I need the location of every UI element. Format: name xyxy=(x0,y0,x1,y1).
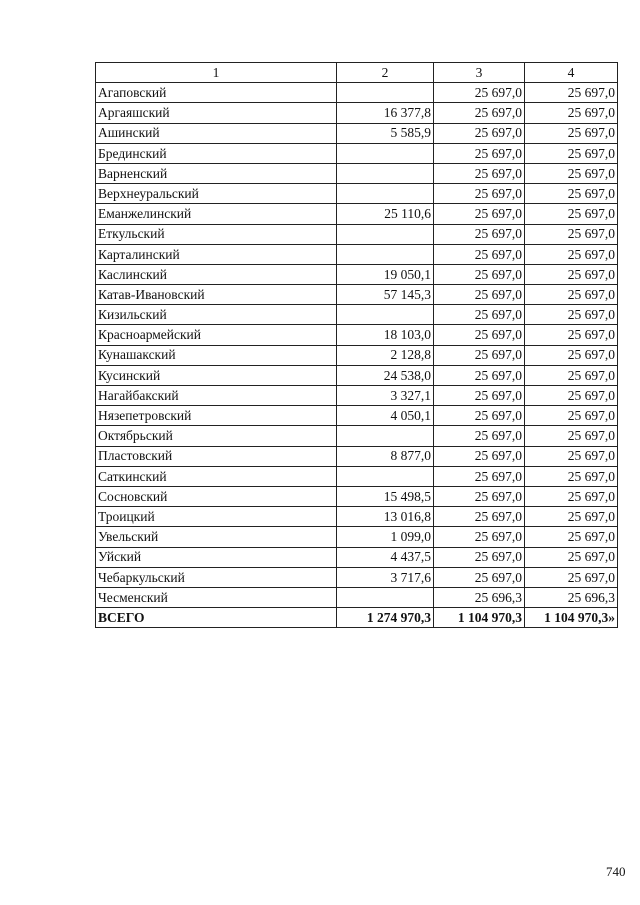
value-cell-col-4: 25 697,0 xyxy=(525,325,618,345)
table-row xyxy=(96,406,618,426)
table-row xyxy=(96,345,618,365)
value-cell-col-3: 25 697,0 xyxy=(434,103,525,123)
table-row xyxy=(96,446,618,466)
district-name-cell: Красноармейский xyxy=(96,325,337,345)
value-cell-col-4: 25 697,0 xyxy=(525,184,618,204)
district-name-cell: Пластовский xyxy=(96,446,337,466)
table-row xyxy=(96,264,618,284)
table-row xyxy=(96,123,618,143)
table-row xyxy=(96,466,618,486)
table-body xyxy=(96,83,618,608)
value-cell-col-2: 3 717,6 xyxy=(337,567,434,587)
district-name-cell: Увельский xyxy=(96,527,337,547)
table-row xyxy=(96,527,618,547)
value-cell-col-3: 25 697,0 xyxy=(434,325,525,345)
value-cell-col-2: 16 377,8 xyxy=(337,103,434,123)
table-row xyxy=(96,305,618,325)
district-name-cell: Нязепетровский xyxy=(96,406,337,426)
value-cell-col-3: 25 697,0 xyxy=(434,143,525,163)
value-cell-col-3: 25 697,0 xyxy=(434,224,525,244)
table-row xyxy=(96,244,618,264)
column-header-3: 3 xyxy=(434,63,525,83)
value-cell-col-3: 25 697,0 xyxy=(434,163,525,183)
value-cell-col-2 xyxy=(337,244,434,264)
district-name-cell: Варненский xyxy=(96,163,337,183)
table-row xyxy=(96,587,618,607)
value-cell-col-4: 25 697,0 xyxy=(525,547,618,567)
district-name-cell: Троицкий xyxy=(96,507,337,527)
value-cell-col-2: 2 128,8 xyxy=(337,345,434,365)
table-row xyxy=(96,285,618,305)
district-name-cell: Чесменский xyxy=(96,587,337,607)
table-row xyxy=(96,204,618,224)
value-cell-col-4: 25 697,0 xyxy=(525,345,618,365)
value-cell-col-4: 25 697,0 xyxy=(525,103,618,123)
value-cell-col-2 xyxy=(337,143,434,163)
value-cell-col-3: 25 697,0 xyxy=(434,547,525,567)
value-cell-col-4: 25 697,0 xyxy=(525,123,618,143)
total-label: ВСЕГО xyxy=(96,608,337,628)
total-col-2: 1 274 970,3 xyxy=(337,608,434,628)
table-row xyxy=(96,224,618,244)
value-cell-col-3: 25 697,0 xyxy=(434,426,525,446)
value-cell-col-2 xyxy=(337,466,434,486)
value-cell-col-2: 4 437,5 xyxy=(337,547,434,567)
value-cell-col-2 xyxy=(337,587,434,607)
value-cell-col-4: 25 697,0 xyxy=(525,426,618,446)
district-name-cell: Еткульский xyxy=(96,224,337,244)
column-header-4: 4 xyxy=(525,63,618,83)
value-cell-col-4: 25 697,0 xyxy=(525,527,618,547)
value-cell-col-4: 25 697,0 xyxy=(525,143,618,163)
district-name-cell: Катав-Ивановский xyxy=(96,285,337,305)
value-cell-col-3: 25 697,0 xyxy=(434,83,525,103)
district-name-cell: Сосновский xyxy=(96,486,337,506)
district-name-cell: Агаповский xyxy=(96,83,337,103)
value-cell-col-3: 25 697,0 xyxy=(434,406,525,426)
value-cell-col-4: 25 697,0 xyxy=(525,285,618,305)
value-cell-col-3: 25 697,0 xyxy=(434,386,525,406)
value-cell-col-2 xyxy=(337,224,434,244)
value-cell-col-4: 25 697,0 xyxy=(525,163,618,183)
district-name-cell: Еманжелинский xyxy=(96,204,337,224)
district-name-cell: Ашинский xyxy=(96,123,337,143)
table-row xyxy=(96,325,618,345)
value-cell-col-3: 25 697,0 xyxy=(434,184,525,204)
value-cell-col-4: 25 697,0 xyxy=(525,466,618,486)
value-cell-col-3: 25 697,0 xyxy=(434,466,525,486)
value-cell-col-2: 4 050,1 xyxy=(337,406,434,426)
district-name-cell: Кунашакский xyxy=(96,345,337,365)
table-row xyxy=(96,426,618,446)
value-cell-col-3: 25 697,0 xyxy=(434,507,525,527)
district-name-cell: Октябрьский xyxy=(96,426,337,446)
table-header xyxy=(96,63,618,83)
district-name-cell: Каслинский xyxy=(96,264,337,284)
table-row xyxy=(96,184,618,204)
value-cell-col-2: 13 016,8 xyxy=(337,507,434,527)
value-cell-col-2: 19 050,1 xyxy=(337,264,434,284)
value-cell-col-3: 25 697,0 xyxy=(434,123,525,143)
district-name-cell: Чебаркульский xyxy=(96,567,337,587)
value-cell-col-3: 25 697,0 xyxy=(434,305,525,325)
column-header-2: 2 xyxy=(337,63,434,83)
value-cell-col-2: 24 538,0 xyxy=(337,365,434,385)
value-cell-col-4: 25 696,3 xyxy=(525,587,618,607)
value-cell-col-4: 25 697,0 xyxy=(525,83,618,103)
value-cell-col-3: 25 697,0 xyxy=(434,345,525,365)
table-row xyxy=(96,386,618,406)
header-row xyxy=(96,63,618,83)
value-cell-col-4: 25 697,0 xyxy=(525,567,618,587)
total-col-3: 1 104 970,3 xyxy=(434,608,525,628)
value-cell-col-4: 25 697,0 xyxy=(525,264,618,284)
table-row xyxy=(96,365,618,385)
value-cell-col-4: 25 697,0 xyxy=(525,406,618,426)
district-name-cell: Кусинский xyxy=(96,365,337,385)
page-number: 740 xyxy=(606,864,626,879)
value-cell-col-2: 18 103,0 xyxy=(337,325,434,345)
value-cell-col-4: 25 697,0 xyxy=(525,244,618,264)
value-cell-col-3: 25 697,0 xyxy=(434,244,525,264)
budget-table xyxy=(95,62,618,628)
value-cell-col-3: 25 697,0 xyxy=(434,527,525,547)
district-name-cell: Верхнеуральский xyxy=(96,184,337,204)
table-row xyxy=(96,143,618,163)
table-row xyxy=(96,567,618,587)
value-cell-col-4: 25 697,0 xyxy=(525,386,618,406)
district-name-cell: Брединский xyxy=(96,143,337,163)
table-row xyxy=(96,507,618,527)
value-cell-col-3: 25 697,0 xyxy=(434,264,525,284)
value-cell-col-2: 25 110,6 xyxy=(337,204,434,224)
value-cell-col-4: 25 697,0 xyxy=(525,365,618,385)
value-cell-col-3: 25 697,0 xyxy=(434,204,525,224)
value-cell-col-2 xyxy=(337,163,434,183)
table-row xyxy=(96,547,618,567)
value-cell-col-2: 57 145,3 xyxy=(337,285,434,305)
table-row xyxy=(96,163,618,183)
value-cell-col-3: 25 696,3 xyxy=(434,587,525,607)
value-cell-col-3: 25 697,0 xyxy=(434,446,525,466)
value-cell-col-3: 25 697,0 xyxy=(434,567,525,587)
district-name-cell: Саткинский xyxy=(96,466,337,486)
district-name-cell: Кизильский xyxy=(96,305,337,325)
value-cell-col-2: 5 585,9 xyxy=(337,123,434,143)
value-cell-col-3: 25 697,0 xyxy=(434,365,525,385)
value-cell-col-4: 25 697,0 xyxy=(525,204,618,224)
total-row xyxy=(96,608,618,628)
value-cell-col-3: 25 697,0 xyxy=(434,486,525,506)
value-cell-col-2: 3 327,1 xyxy=(337,386,434,406)
total-col-4: 1 104 970,3» xyxy=(525,608,618,628)
value-cell-col-2: 8 877,0 xyxy=(337,446,434,466)
value-cell-col-4: 25 697,0 xyxy=(525,507,618,527)
value-cell-col-2 xyxy=(337,184,434,204)
table-row xyxy=(96,103,618,123)
value-cell-col-2 xyxy=(337,83,434,103)
value-cell-col-4: 25 697,0 xyxy=(525,224,618,244)
table-row xyxy=(96,83,618,103)
value-cell-col-4: 25 697,0 xyxy=(525,446,618,466)
column-header-1: 1 xyxy=(96,63,337,83)
value-cell-col-2: 1 099,0 xyxy=(337,527,434,547)
district-name-cell: Аргаяшский xyxy=(96,103,337,123)
table-footer xyxy=(96,608,618,628)
value-cell-col-3: 25 697,0 xyxy=(434,285,525,305)
table-row xyxy=(96,486,618,506)
district-name-cell: Нагайбакский xyxy=(96,386,337,406)
value-cell-col-4: 25 697,0 xyxy=(525,486,618,506)
value-cell-col-2 xyxy=(337,305,434,325)
value-cell-col-2: 15 498,5 xyxy=(337,486,434,506)
value-cell-col-4: 25 697,0 xyxy=(525,305,618,325)
value-cell-col-2 xyxy=(337,426,434,446)
district-name-cell: Карталинский xyxy=(96,244,337,264)
district-name-cell: Уйский xyxy=(96,547,337,567)
